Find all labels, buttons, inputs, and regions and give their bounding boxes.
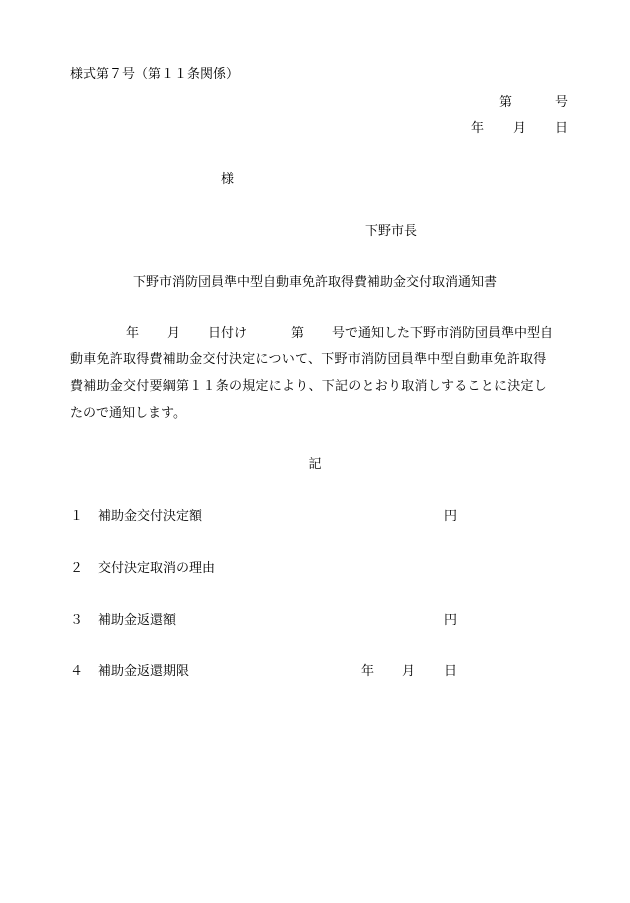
body-line-2: 動車免許取得費補助金交付決定について、下野市消防団員準中型自動車免許取得 (70, 352, 547, 367)
addressee-suffix: 様 (221, 172, 235, 187)
item-4-number: ４ (70, 664, 84, 679)
item-2-label: 交付決定取消の理由 (98, 561, 216, 576)
body-line-3: 費補助金交付要綱第１１条の規定により、下記のとおり取消しすることに決定し (70, 379, 548, 394)
sender: 下野市長 (365, 224, 418, 239)
date-year: 年 (471, 121, 485, 136)
item-4-label: 補助金返還期限 (98, 664, 190, 679)
item-1-number: １ (70, 509, 84, 524)
doc-number-go: 号 (555, 95, 569, 110)
body-line-4: たので通知します。 (70, 406, 186, 421)
item-2-number: ２ (70, 561, 84, 576)
item-1-unit: 円 (444, 509, 458, 524)
document-title: 下野市消防団員準中型自動車免許取得費補助金交付取消通知書 (132, 275, 497, 290)
item-4-month: 月 (402, 664, 416, 679)
date-day: 日 (555, 121, 569, 136)
ki-heading: 記 (308, 457, 322, 472)
item-3-unit: 円 (444, 613, 458, 628)
item-3-label: 補助金返還額 (98, 613, 177, 628)
body-month: 月 (167, 326, 181, 341)
item-4-year: 年 (361, 664, 375, 679)
item-1-label: 補助金交付決定額 (98, 509, 203, 524)
form-number: 様式第７号（第１１条関係） (70, 67, 240, 82)
doc-number-dai: 第 (499, 95, 513, 110)
body-line1-rest: 号で通知した下野市消防団員準中型自 (332, 326, 554, 341)
body-dai: 第 (291, 326, 305, 341)
date-month: 月 (513, 121, 527, 136)
item-3-number: ３ (70, 613, 84, 628)
body-year: 年 (126, 326, 140, 341)
body-dated: 日付け (208, 326, 248, 341)
item-4-day: 日 (444, 664, 458, 679)
